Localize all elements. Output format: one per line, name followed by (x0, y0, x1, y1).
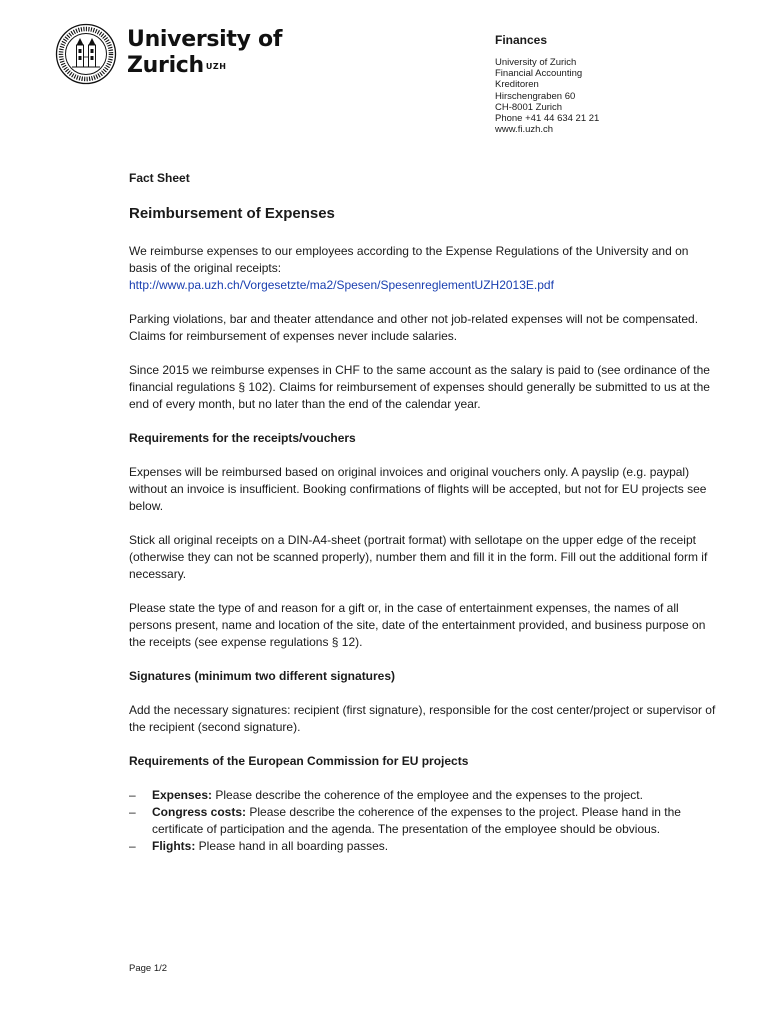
list-item-text: Please describe the coherence of the employee and the expenses to the project. (212, 788, 643, 802)
document-body (129, 170, 719, 855)
university-seal-icon (55, 23, 117, 85)
list-item-term: Congress costs: (152, 805, 247, 819)
eu-heading: Requirements of the European Commission for EU projects (129, 754, 469, 768)
dash-bullet: – (129, 805, 136, 819)
signatures-paragraph: Add the necessary signatures: recipient (first signature), responsible for the cost center/project or supervisor of the recipient (second signature). (129, 703, 716, 734)
parking-paragraph: Parking violations, bar and theater attendance and other not job-related expenses will not be compensated. Claims for reimbursement of expenses never include salaries. (129, 312, 699, 343)
university-logo (55, 23, 285, 83)
phone-number: Phone +41 44 634 21 21 (495, 113, 600, 125)
logo-line2 (127, 53, 282, 79)
dash-bullet: – (129, 788, 136, 802)
logo-uzh-superscript: UZH (205, 62, 227, 71)
logo-zurich: Zurich (127, 53, 204, 78)
page-number: Page 1/2 (129, 963, 168, 974)
receipts-paragraph-1: Expenses will be reimbursed based on original invoices and original vouchers only. A payslip (e.g. paypal) without an invoice is insufficient. Booking confirmations of flights will be accepted, but not for EU projects see below. (129, 465, 707, 513)
list-item (129, 787, 719, 804)
list-item (129, 838, 719, 855)
website: www.fi.uzh.ch (495, 124, 554, 136)
document-label: Fact Sheet (129, 171, 190, 185)
receipts-paragraph-2: Stick all original receipts on a DIN-A4-sheet (portrait format) with sellotape on the upper edge of the receipt (otherwise they can not be scanned properly), number them and fill it in the form. Fill out the additional form if necessary. (129, 533, 708, 581)
university-wordmark (127, 27, 282, 79)
signatures-heading: Signatures (minimum two different signatures) (129, 669, 396, 683)
address-line: Kreditoren (495, 79, 539, 91)
list-item-term: Expenses: (152, 788, 213, 802)
intro-text: We reimburse expenses to our employees according to the Expense Regulations of the University and on basis of the original receipts: (129, 244, 689, 275)
list-item-text: Please describe the coherence of the expenses to the project. Please hand in the certificate of participation and the agenda. The presentation of the employee should be obvious. (152, 805, 681, 836)
address-block (495, 33, 735, 135)
list-item-text: Please hand in all boarding passes. (195, 839, 389, 853)
eu-requirements-list (129, 787, 719, 855)
address-line: University of Zurich (495, 57, 577, 68)
receipts-paragraph-3: Please state the type of and reason for a gift or, in the case of entertainment expenses, the names of all persons present, name and location of the site, date of the entertainment provided, and business purpose on the receipts (see expense regulations § 12). (129, 601, 706, 649)
department-name: Finances (495, 33, 548, 47)
document-title: Reimbursement of Expenses (129, 205, 335, 222)
receipts-heading: Requirements for the receipts/vouchers (129, 431, 356, 445)
dash-bullet: – (129, 839, 136, 853)
address-line: Financial Accounting (495, 68, 583, 80)
intro-paragraph (129, 243, 719, 294)
address-line: CH-8001 Zurich (495, 101, 563, 113)
address-line: Hirschengraben 60 (495, 90, 576, 102)
list-item (129, 804, 719, 838)
logo-line1: University of (127, 27, 283, 52)
expense-regulations-link[interactable]: http://www.pa.uzh.ch/Vorgesetzte/ma2/Spesen/SpesenreglementUZH2013E.pdf (129, 278, 554, 292)
since-2015-paragraph: Since 2015 we reimburse expenses in CHF to the same account as the salary is paid to (see ordinance of the financial regulations § 102). Claims for reimbursement of expenses should generally be submitted to us at the end of every month, but no later than the end of the calendar year. (129, 363, 710, 411)
list-item-term: Flights: (152, 839, 196, 853)
